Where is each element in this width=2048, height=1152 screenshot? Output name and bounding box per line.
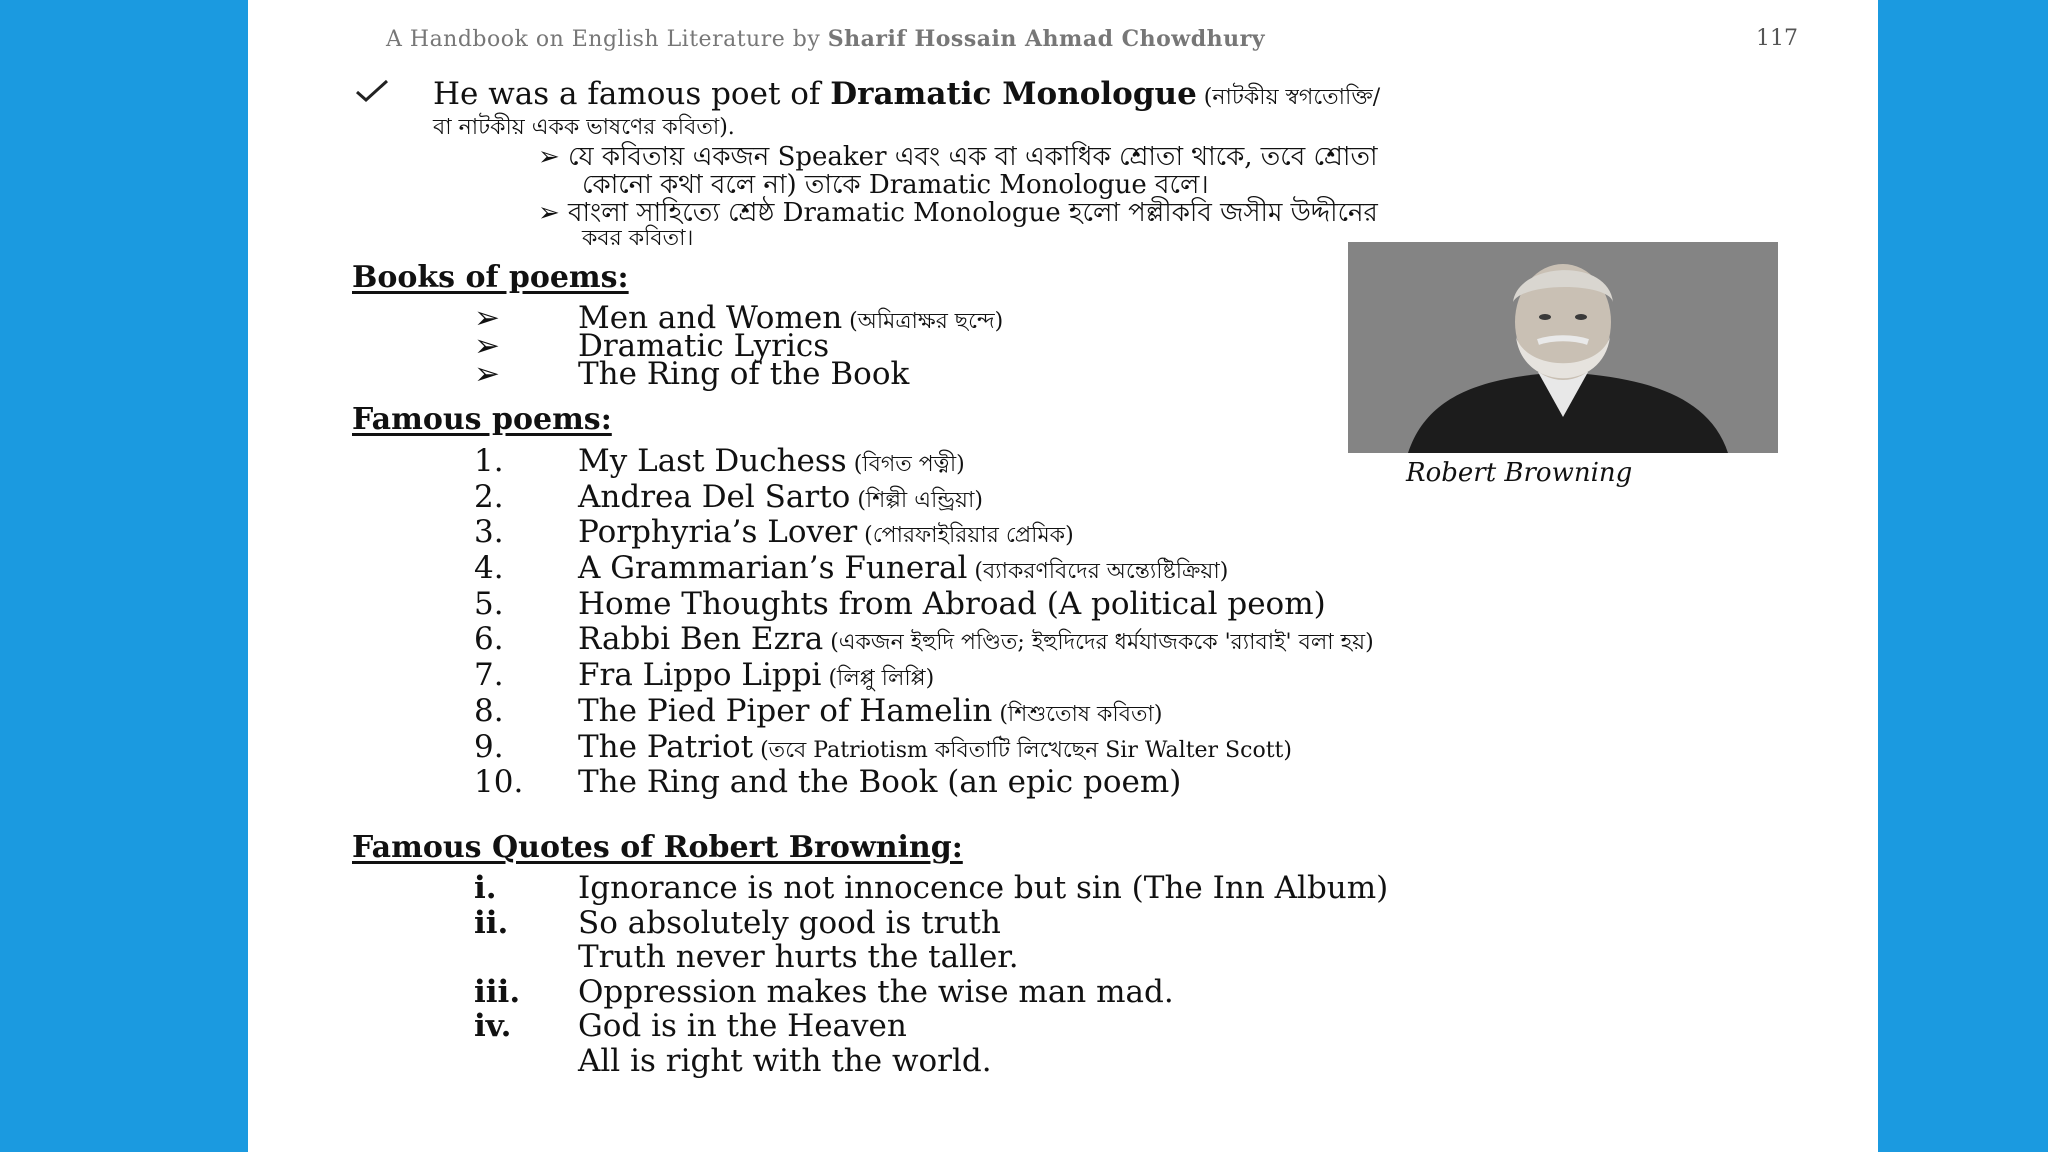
list-number: 3. bbox=[474, 514, 504, 551]
quote-text: God is in the Heaven bbox=[578, 1008, 907, 1044]
list-number: 7. bbox=[474, 657, 504, 694]
quotes-section-title: Famous Quotes of Robert Browning: bbox=[352, 830, 963, 865]
poem-title: Home Thoughts from Abroad (A political peom) bbox=[578, 585, 1326, 622]
poem-note: (ব্যাকরণবিদের অন্ত্যেষ্টিক্রিয়া) bbox=[967, 559, 1229, 585]
quote-text: Truth never hurts the taller. bbox=[578, 939, 1019, 975]
running-header bbox=[386, 26, 1265, 52]
list-number: 10. bbox=[474, 764, 524, 801]
poem-note: (বিগত পত্নী) bbox=[846, 452, 965, 477]
check-icon bbox=[354, 78, 390, 104]
poem-title: The Pied Piper of Hamelin bbox=[578, 692, 993, 729]
poem-note: (তবে Patriotism কবিতাটি লিখেছেন Sir Walter Scott) bbox=[753, 737, 1292, 763]
list-number: 6. bbox=[474, 621, 504, 658]
poem-title: The Ring and the Book (an epic poem) bbox=[578, 764, 1182, 801]
bullet-arrow: ➢ bbox=[474, 300, 500, 336]
poem-title: Andrea Del Sarto bbox=[578, 478, 851, 515]
header-author: Sharif Hossain Ahmad Chowdhury bbox=[827, 26, 1265, 52]
document-page bbox=[248, 0, 1878, 1152]
list-number: 2. bbox=[474, 478, 504, 515]
portrait-caption: Robert Browning bbox=[1406, 458, 1633, 488]
book-title: The Ring of the Book bbox=[578, 356, 910, 392]
page-number: 117 bbox=[1756, 26, 1798, 51]
quote-text: All is right with the world. bbox=[578, 1042, 992, 1079]
poem-title: Rabbi Ben Ezra bbox=[578, 621, 824, 658]
book-title: Dramatic Lyrics bbox=[578, 328, 830, 364]
poem-title: Fra Lippo Lippi bbox=[578, 657, 822, 694]
portrait-illustration bbox=[1348, 242, 1778, 453]
list-number: 8. bbox=[474, 692, 504, 729]
intro-bold-term: Dramatic Monologue bbox=[830, 76, 1197, 112]
poem-note: (শিল্পী এন্ড্রিয়া) bbox=[850, 487, 983, 513]
poem-note: (পোরফাইরিয়ার প্রেমিক) bbox=[857, 523, 1074, 549]
bullet-arrow: ➢ bbox=[474, 328, 500, 364]
roman-numeral: i. bbox=[474, 870, 497, 906]
quote-text: Ignorance is not innocence but sin (The Inn Album) bbox=[578, 870, 1389, 906]
poem-title: The Patriot bbox=[578, 728, 754, 765]
header-title-prefix: A Handbook on English Literature by bbox=[386, 27, 828, 52]
portrait-photo bbox=[1348, 242, 1778, 453]
quote-text: Oppression makes the wise man mad. bbox=[578, 973, 1174, 1010]
poem-note: (লিপ্পু লিপ্পি) bbox=[821, 666, 935, 692]
list-number: 1. bbox=[474, 443, 504, 479]
poem-note: (শিশুতোষ কবিতা) bbox=[992, 701, 1163, 727]
poem-title: My Last Duchess bbox=[578, 443, 847, 479]
bullet-arrow: ➢ bbox=[474, 356, 500, 392]
list-number: 5. bbox=[474, 585, 504, 622]
poem-note: (একজন ইহুদি পণ্ডিত; ইহুদিদের ধর্মযাজককে 'র‍্যাবাই' বলা হয়) bbox=[823, 630, 1374, 656]
intro-sub1-line2: কোনো কথা বলে না) তাকে Dramatic Monologue বলে। bbox=[582, 170, 1209, 200]
roman-numeral: iv. bbox=[474, 1008, 512, 1044]
list-number: 4. bbox=[474, 550, 504, 587]
books-section-title: Books of poems: bbox=[352, 260, 629, 295]
intro-sub1-line1: ➢ যে কবিতায় একজন Speaker এবং এক বা একাধিক শ্রোতা থাকে, তবে শ্রোতা bbox=[538, 142, 1378, 172]
poem-title: A Grammarian’s Funeral bbox=[578, 550, 968, 587]
list-number: 9. bbox=[474, 728, 504, 765]
book-note: (অমিত্রাক্ষর ছন্দে) bbox=[842, 309, 1004, 334]
intro-bangla-b: বা নাটকীয় একক ভাষণের কবিতা). bbox=[433, 115, 735, 140]
poems-section-title: Famous poems: bbox=[352, 402, 612, 437]
book-title: Men and Women bbox=[578, 300, 843, 336]
intro-sub2-line1: ➢ বাংলা সাহিত্যে শ্রেষ্ঠ Dramatic Monologue হলো পল্লীকবি জসীম উদ্দীনের bbox=[538, 198, 1378, 228]
roman-numeral: ii. bbox=[474, 904, 509, 941]
quote-text: So absolutely good is truth bbox=[578, 904, 1001, 941]
intro-text: He was a famous poet of bbox=[433, 76, 831, 112]
poem-title: Porphyria’s Lover bbox=[578, 514, 858, 551]
roman-numeral: iii. bbox=[474, 973, 521, 1010]
intro-bangla-a: (নাটকীয় স্বগতোক্তি/ bbox=[1196, 85, 1381, 110]
intro-sub2-line2: কবর কবিতা। bbox=[582, 226, 694, 251]
